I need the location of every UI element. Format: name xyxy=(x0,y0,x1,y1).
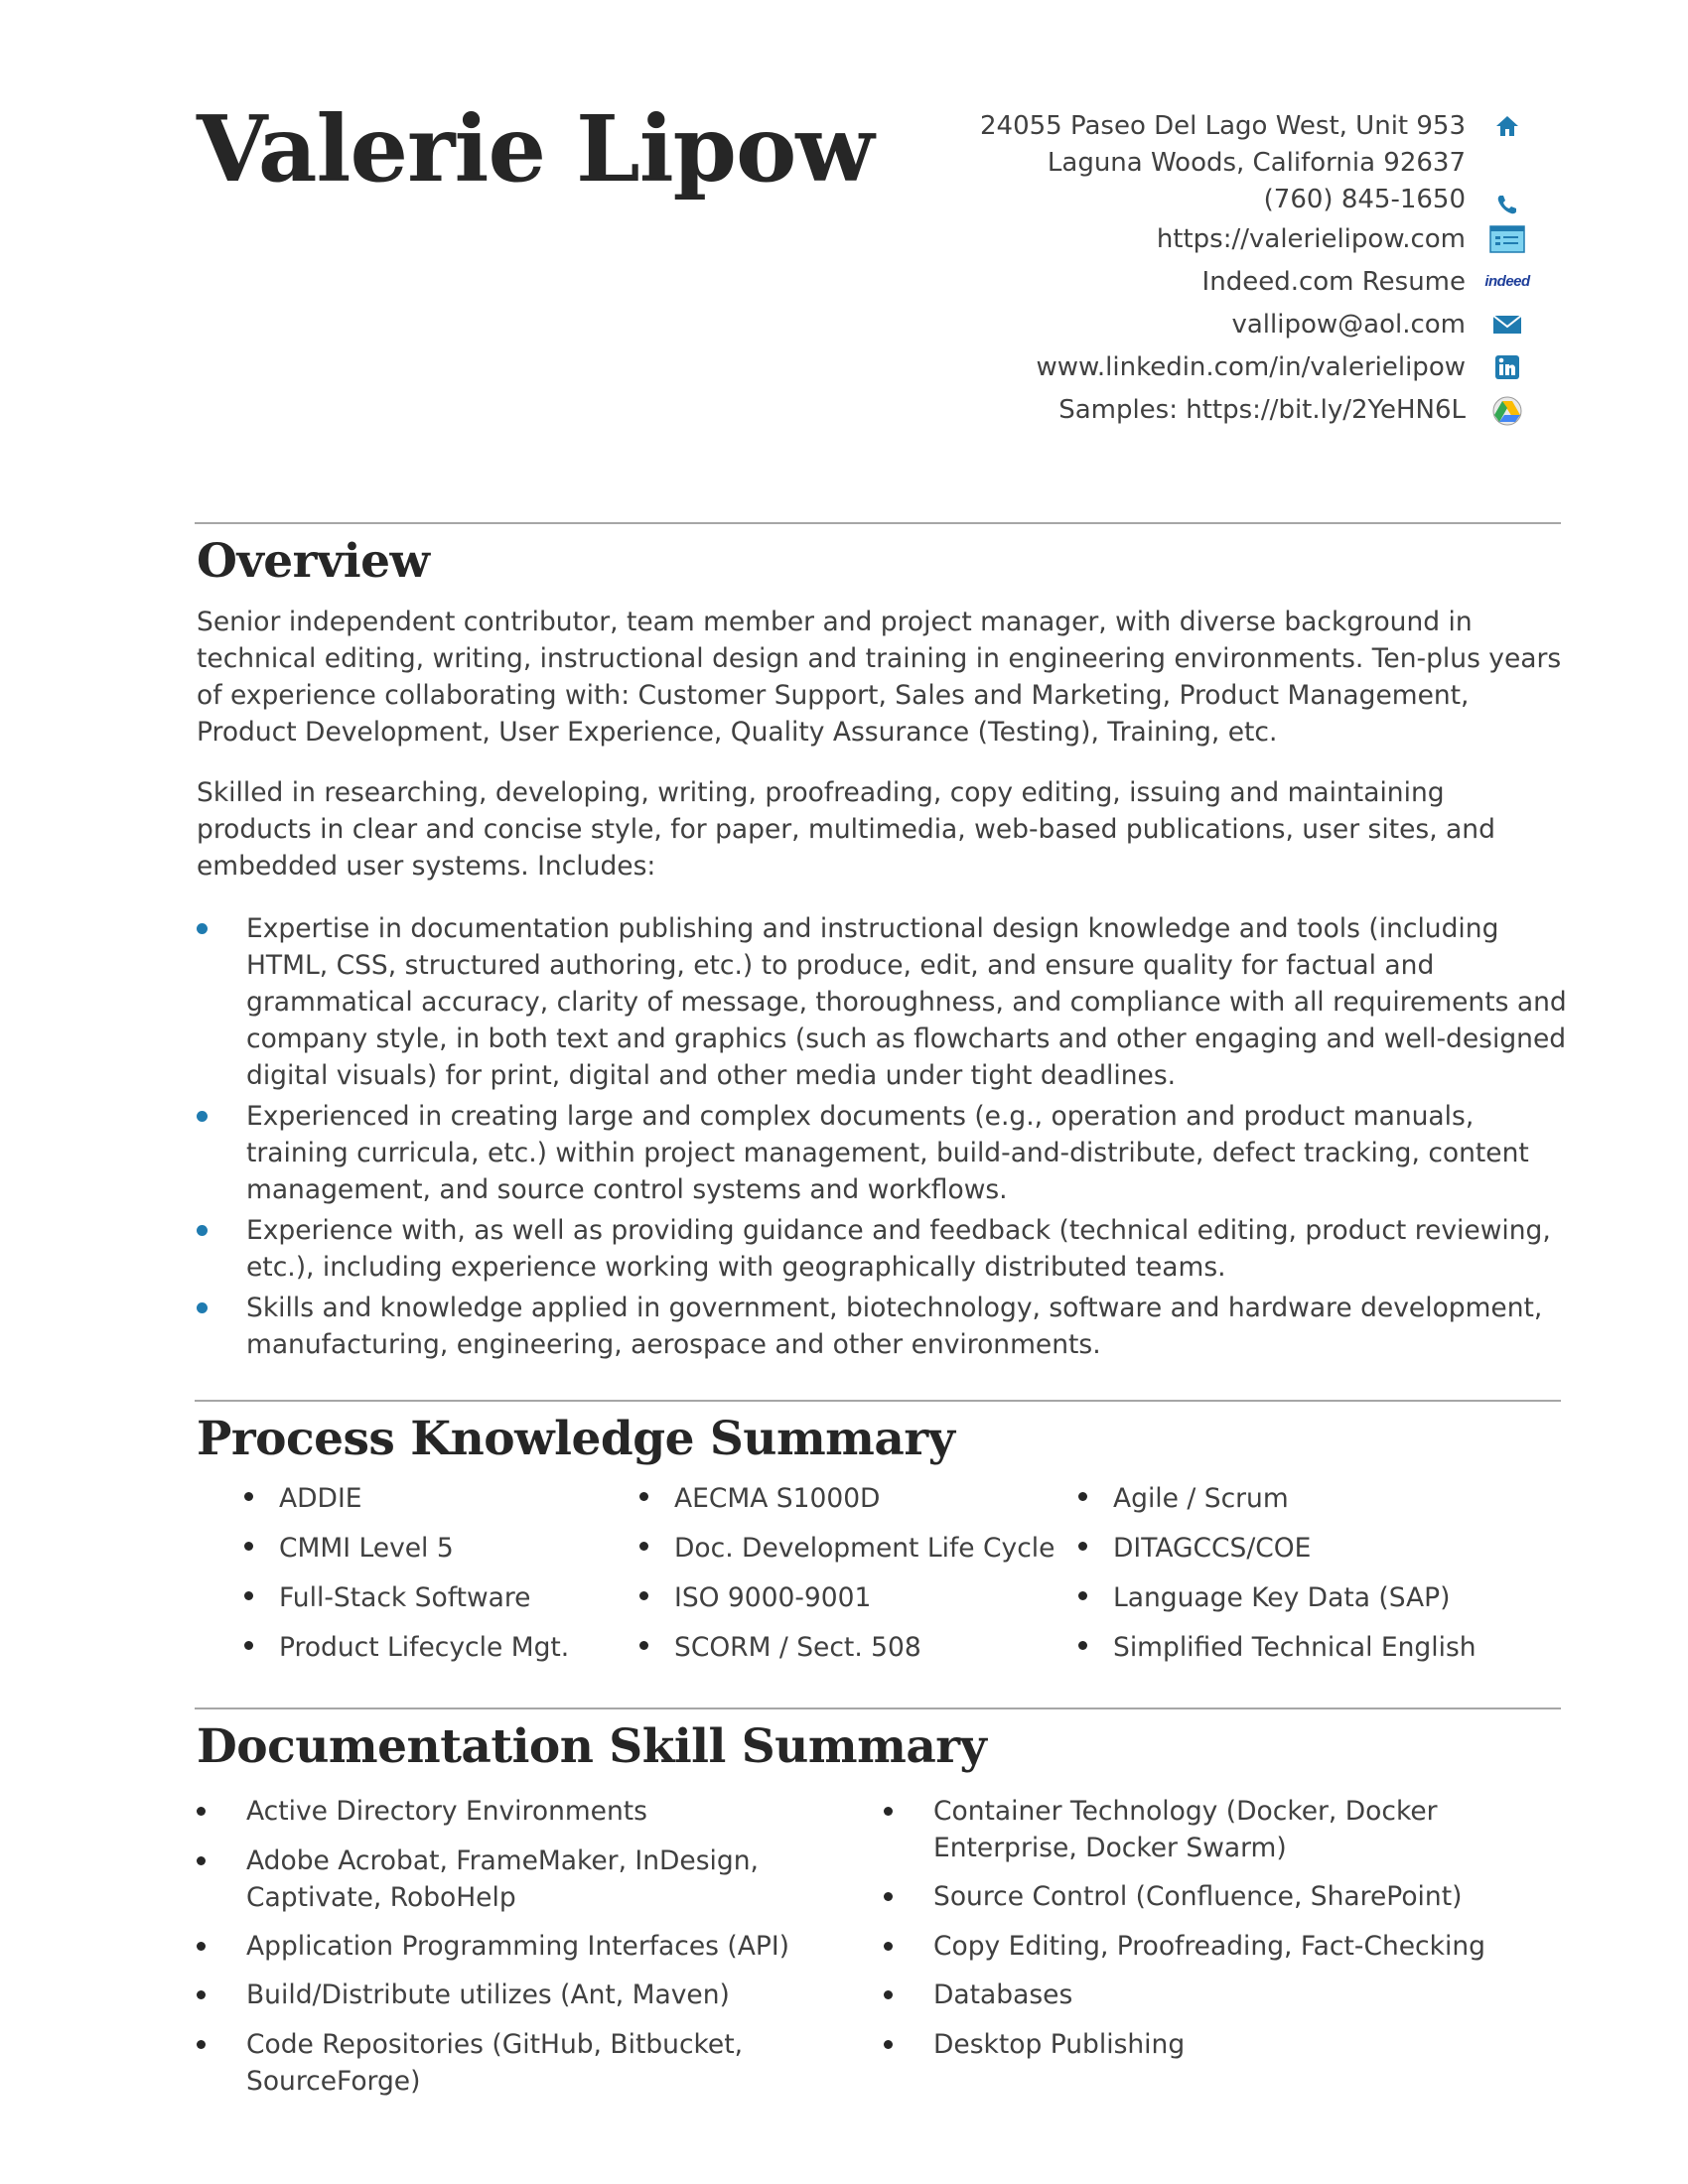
list-item: Build/Distribute utilizes (Ant, Maven) xyxy=(197,1977,882,2013)
bullet-icon xyxy=(197,1856,206,1865)
bullet-icon xyxy=(639,1492,648,1501)
overview-heading: Overview xyxy=(197,534,430,589)
contact-samples xyxy=(633,388,1527,431)
candidate-name: Valerie Lipow xyxy=(197,95,874,203)
list-item: Experience with, as well as providing guidance and feedback (technical editing, product reviewing, etc.), including experience working with geographically distributed teams. xyxy=(197,1212,1567,1286)
indeed-link[interactable]: Indeed.com Resume xyxy=(1201,266,1466,297)
email-link[interactable]: vallipow@aol.com xyxy=(1231,309,1466,340)
indeed-icon xyxy=(1484,266,1530,298)
bullet-icon xyxy=(197,1225,208,1236)
bullet-icon xyxy=(197,1990,206,1999)
bullet-icon xyxy=(197,2040,206,2049)
bullet-icon xyxy=(197,1942,206,1951)
bullet-icon xyxy=(639,1591,648,1600)
list-item: Doc. Development Life Cycle xyxy=(639,1530,1055,1567)
bullet-icon xyxy=(1078,1492,1087,1501)
list-item: Code Repositories (GitHub, Bitbucket, SourceForge) xyxy=(197,2026,892,2100)
list-item: Container Technology (Docker, Docker Enterprise, Docker Swarm) xyxy=(884,1793,1559,1866)
list-item: Experienced in creating large and complex documents (e.g., operation and product manuals, training curricula, etc.) within project management, build-and-distribute, defect tracking, content management, and source control systems and workflows. xyxy=(197,1098,1567,1208)
bullet-icon xyxy=(1078,1641,1087,1650)
indeed-logo-text: indeed xyxy=(1484,273,1530,290)
bullet-icon xyxy=(244,1591,253,1600)
list-item: ADDIE xyxy=(244,1480,362,1517)
contact-phone xyxy=(633,181,1527,217)
bullet-icon xyxy=(884,1990,893,1999)
bullet-icon xyxy=(884,1892,893,1901)
bullet-icon xyxy=(244,1641,253,1650)
contact-website xyxy=(633,217,1527,260)
list-item: Copy Editing, Proofreading, Fact-Checking xyxy=(884,1928,1559,1965)
contact-address-line2 xyxy=(633,144,1527,181)
list-item: Source Control (Confluence, SharePoint) xyxy=(884,1878,1559,1915)
list-item: Full-Stack Software xyxy=(244,1579,530,1616)
contact-email xyxy=(633,303,1527,345)
list-item: AECMA S1000D xyxy=(639,1480,880,1517)
list-item: Language Key Data (SAP) xyxy=(1078,1579,1450,1616)
bullet-icon xyxy=(197,923,208,934)
bullet-icon xyxy=(884,1942,893,1951)
contact-linkedin xyxy=(633,345,1527,388)
list-item: ISO 9000-9001 xyxy=(639,1579,871,1616)
google-drive-icon xyxy=(1487,394,1527,426)
linkedin-icon xyxy=(1487,351,1527,383)
contact-block xyxy=(633,107,1530,431)
phone-number[interactable]: (760) 845-1650 xyxy=(1263,184,1466,214)
bullet-icon xyxy=(639,1641,648,1650)
address-line2: Laguna Woods, California 92637 xyxy=(1047,147,1466,178)
list-item: Simplified Technical English xyxy=(1078,1629,1477,1666)
list-item: Application Programming Interfaces (API) xyxy=(197,1928,882,1965)
email-icon xyxy=(1487,309,1527,341)
website-link[interactable]: https://valerielipow.com xyxy=(1156,223,1466,254)
bullet-icon xyxy=(1078,1542,1087,1551)
section-divider xyxy=(195,1400,1561,1402)
list-item: Product Lifecycle Mgt. xyxy=(244,1629,569,1666)
phone-icon xyxy=(1487,184,1527,215)
address-line1: 24055 Paseo Del Lago West, Unit 953 xyxy=(980,110,1466,141)
list-item: Databases xyxy=(884,1977,1559,2013)
list-item: Agile / Scrum xyxy=(1078,1480,1289,1517)
website-icon xyxy=(1487,223,1527,255)
section-divider xyxy=(195,522,1561,524)
overview-bullet-list xyxy=(197,910,1567,1367)
bullet-icon xyxy=(197,1807,206,1816)
list-item: Skills and knowledge applied in government, biotechnology, software and hardware development, manufacturing, engineering, aerospace and other environments. xyxy=(197,1290,1567,1363)
bullet-icon xyxy=(197,1302,208,1313)
documentation-heading: Documentation Skill Summary xyxy=(197,1719,987,1774)
bullet-icon xyxy=(244,1542,253,1551)
list-item: DITAGCCS/COE xyxy=(1078,1530,1311,1567)
list-item: Expertise in documentation publishing and instructional design knowledge and tools (including HTML, CSS, structured authoring, etc.) to produce, edit, and ensure quality for factual and grammatical accuracy, clarity of message, thoroughness, and compliance with all requirements and company style, in both text and graphics (such as flowcharts and other engaging and well-designed digital visuals) for print, digital and other media under tight deadlines. xyxy=(197,910,1567,1094)
overview-paragraph-2: Skilled in researching, developing, writing, proofreading, copy editing, issuing and maintaining products in clear and concise style, for paper, multimedia, web-based publications, user sites, and embedded user systems. Includes: xyxy=(197,777,1495,882)
bullet-icon xyxy=(1078,1591,1087,1600)
bullet-icon xyxy=(244,1492,253,1501)
home-icon xyxy=(1487,110,1527,142)
bullet-icon xyxy=(639,1542,648,1551)
bullet-icon xyxy=(884,2040,893,2049)
bullet-icon xyxy=(197,1111,208,1122)
list-item: CMMI Level 5 xyxy=(244,1530,454,1567)
contact-address-line1 xyxy=(633,107,1527,144)
overview-paragraph-1: Senior independent contributor, team member and project manager, with diverse background in technical editing, writing, instructional design and training in engineering environments. Ten-plus years of experience collaborating with: Customer Support, Sales and Marketing, Product Management, Product Development, User Experience, Quality Assurance (Testing), Training, etc. xyxy=(197,607,1562,748)
linkedin-link[interactable]: www.linkedin.com/in/valerielipow xyxy=(1036,351,1466,382)
section-divider xyxy=(195,1707,1561,1709)
list-item: SCORM / Sect. 508 xyxy=(639,1629,921,1666)
list-item: Adobe Acrobat, FrameMaker, InDesign, Captivate, RoboHelp xyxy=(197,1843,882,1916)
list-item: Desktop Publishing xyxy=(884,2026,1559,2063)
contact-indeed xyxy=(633,260,1530,303)
samples-link[interactable]: Samples: https://bit.ly/2YeHN6L xyxy=(1058,394,1466,425)
bullet-icon xyxy=(884,1807,893,1816)
process-heading: Process Knowledge Summary xyxy=(197,1412,955,1466)
list-item: Active Directory Environments xyxy=(197,1793,882,1830)
